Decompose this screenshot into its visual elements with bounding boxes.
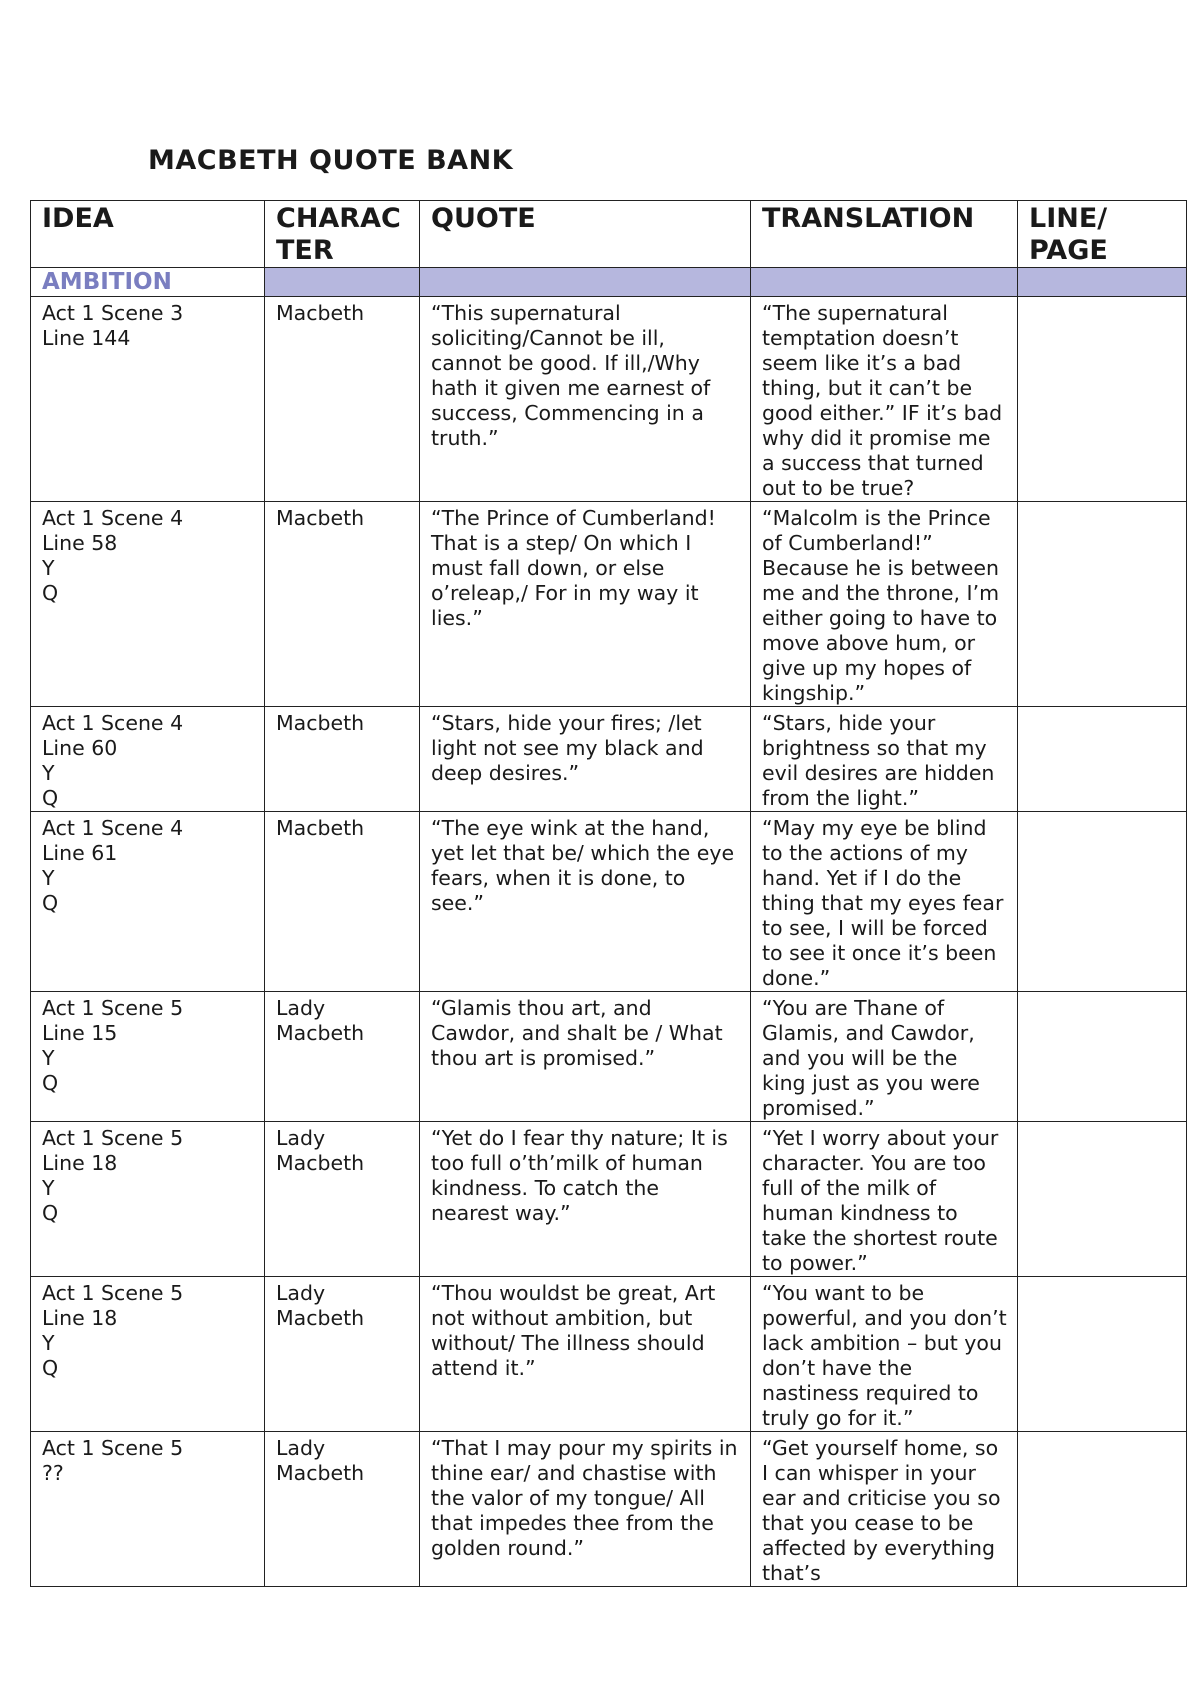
cell-line-page: [1018, 1277, 1187, 1432]
cell-quote: “This supernatural soliciting/Cannot be ill, cannot be good. If ill,/Why hath it given me earnest of success, Commencing in a truth.”: [420, 297, 751, 502]
table-row: [31, 1277, 1187, 1432]
cell-character: Macbeth: [265, 707, 420, 812]
table-row: [31, 707, 1187, 812]
cell-character: Macbeth: [265, 812, 420, 992]
section-fill: [420, 268, 751, 297]
cell-character: Lady Macbeth: [265, 1432, 420, 1587]
section-fill: [265, 268, 420, 297]
cell-line-page: [1018, 502, 1187, 707]
header-line-page: LINE/ PAGE: [1018, 201, 1187, 268]
table-row: [31, 812, 1187, 992]
cell-idea: Act 1 Scene 5 Line 18 Y Q: [31, 1277, 265, 1432]
table-row: [31, 502, 1187, 707]
table-row: [31, 297, 1187, 502]
cell-quote: “Thou wouldst be great, Art not without ambition, but without/ The illness should attend it.”: [420, 1277, 751, 1432]
cell-translation: “You are Thane of Glamis, and Cawdor, and you will be the king just as you were promised.”: [751, 992, 1018, 1122]
cell-character: Macbeth: [265, 502, 420, 707]
cell-quote: “Yet do I fear thy nature; It is too full o’th’milk of human kindness. To catch the nearest way.”: [420, 1122, 751, 1277]
cell-idea: Act 1 Scene 5 Line 18 Y Q: [31, 1122, 265, 1277]
cell-line-page: [1018, 992, 1187, 1122]
cell-translation: “Malcolm is the Prince of Cumberland!” Because he is between me and the throne, I’m either going to have to move above hum, or give up my hopes of kingship.”: [751, 502, 1018, 707]
cell-idea: Act 1 Scene 4 Line 61 Y Q: [31, 812, 265, 992]
cell-line-page: [1018, 297, 1187, 502]
cell-translation: “You want to be powerful, and you don’t lack ambition – but you don’t have the nastiness required to truly go for it.”: [751, 1277, 1018, 1432]
quote-table: [30, 200, 1187, 1587]
cell-line-page: [1018, 812, 1187, 992]
cell-quote: “The Prince of Cumberland! That is a step/ On which I must fall down, or else o’releap,/ For in my way it lies.”: [420, 502, 751, 707]
cell-character: Lady Macbeth: [265, 992, 420, 1122]
header-translation: TRANSLATION: [751, 201, 1018, 268]
cell-translation: “May my eye be blind to the actions of my hand. Yet if I do the thing that my eyes fear to see, I will be forced to see it once it’s been done.”: [751, 812, 1018, 992]
cell-idea: Act 1 Scene 5 ??: [31, 1432, 265, 1587]
cell-quote: “Stars, hide your fires; /let light not see my black and deep desires.”: [420, 707, 751, 812]
table-row: [31, 992, 1187, 1122]
section-fill: [751, 268, 1018, 297]
header-quote: QUOTE: [420, 201, 751, 268]
cell-line-page: [1018, 707, 1187, 812]
cell-translation: “Yet I worry about your character. You are too full of the milk of human kindness to take the shortest route to power.”: [751, 1122, 1018, 1277]
cell-line-page: [1018, 1122, 1187, 1277]
section-label: AMBITION: [31, 268, 265, 297]
cell-idea: Act 1 Scene 5 Line 15 Y Q: [31, 992, 265, 1122]
cell-character: Macbeth: [265, 297, 420, 502]
section-row-ambition: [31, 268, 1187, 297]
table-row: [31, 1432, 1187, 1587]
cell-quote: “The eye wink at the hand, yet let that be/ which the eye fears, when it is done, to see.”: [420, 812, 751, 992]
table-header-row: [31, 201, 1187, 268]
cell-quote: “Glamis thou art, and Cawdor, and shalt be / What thou art is promised.”: [420, 992, 751, 1122]
cell-character: Lady Macbeth: [265, 1277, 420, 1432]
cell-quote: “That I may pour my spirits in thine ear/ and chastise with the valor of my tongue/ All that impedes thee from the golden round.”: [420, 1432, 751, 1587]
cell-character: Lady Macbeth: [265, 1122, 420, 1277]
cell-translation: “The supernatural temptation doesn’t seem like it’s a bad thing, but it can’t be good either.” IF it’s bad why did it promise me a success that turned out to be true?: [751, 297, 1018, 502]
table-row: [31, 1122, 1187, 1277]
cell-idea: Act 1 Scene 4 Line 58 Y Q: [31, 502, 265, 707]
page-title: MACBETH QUOTE BANK: [148, 145, 514, 176]
cell-translation: “Get yourself home, so I can whisper in your ear and criticise you so that you cease to be affected by everything that’s: [751, 1432, 1018, 1587]
section-fill: [1018, 268, 1187, 297]
cell-idea: Act 1 Scene 4 Line 60 Y Q: [31, 707, 265, 812]
header-idea: IDEA: [31, 201, 265, 268]
header-character: CHARAC TER: [265, 201, 420, 268]
cell-translation: “Stars, hide your brightness so that my evil desires are hidden from the light.”: [751, 707, 1018, 812]
cell-idea: Act 1 Scene 3 Line 144: [31, 297, 265, 502]
cell-line-page: [1018, 1432, 1187, 1587]
